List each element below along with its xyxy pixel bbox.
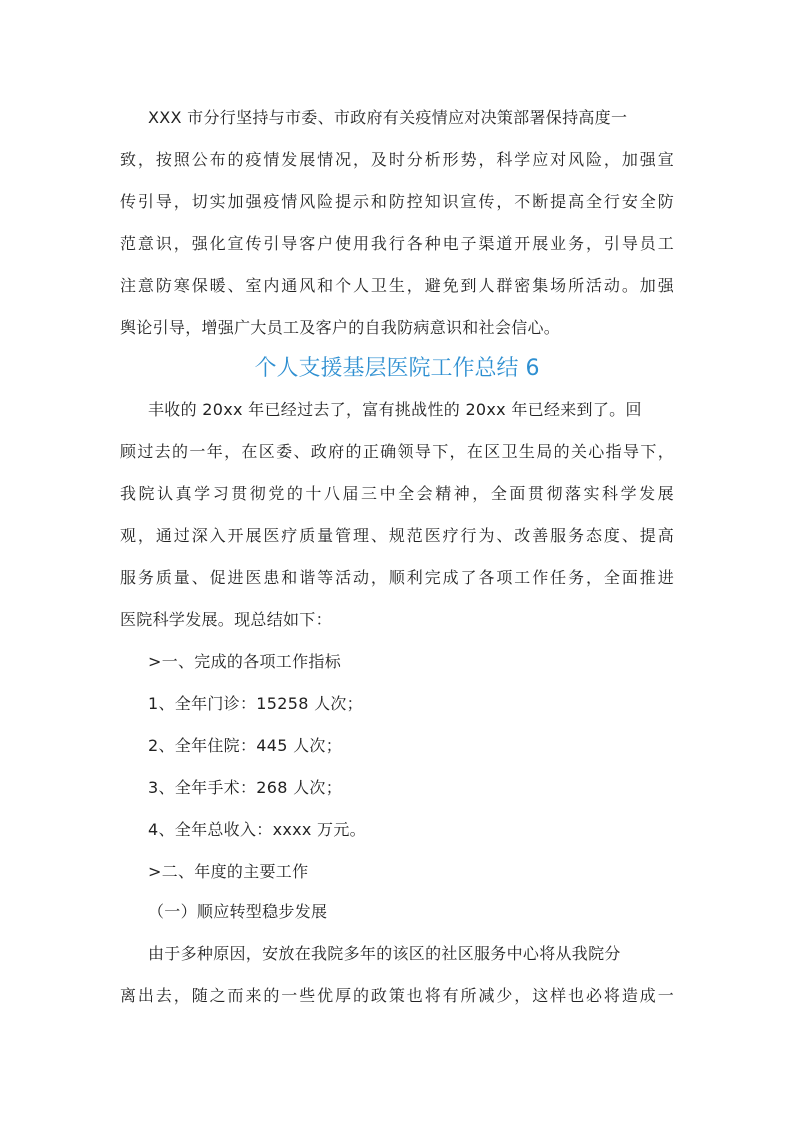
section-title: 个人支援基层医院工作总结 6 [254,356,540,381]
paragraph-line: 丰收的 20xx 年已经过去了，富有挑战性的 20xx 年已经来到了。回 [148,400,642,419]
paragraph-line: 服务质量、促进医患和谐等活动，顺利完成了各项工作任务，全面推进 [120,568,674,587]
paragraph-line: 由于多种原因，安放在我院多年的该区的社区服务中心将从我院分 [148,944,621,963]
list-item: 2、全年住院：445 人次； [148,736,343,755]
list-subheading: （一）顺应转型稳步发展 [148,902,328,921]
paragraph-line: 致，按照公布的疫情发展情况，及时分析形势，科学应对风险，加强宣 [120,150,674,169]
paragraph-line: 顾过去的一年，在区委、政府的正确领导下，在区卫生局的关心指导下， [120,442,674,461]
list-heading: >一、完成的各项工作指标 [148,652,342,671]
list-item: 1、全年门诊：15258 人次； [148,694,363,713]
paragraph-line: 舆论引导，增强广大员工及客户的自我防病意识和社会信心。 [120,318,561,337]
list-heading: >二、年度的主要工作 [148,862,309,881]
paragraph-line: 观，通过深入开展医疗质量管理、规范医疗行为、改善服务态度、提高 [120,526,674,545]
paragraph-line: XXX 市分行坚持与市委、市政府有关疫情应对决策部署保持高度一 [148,108,628,127]
paragraph-line: 注意防寒保暖、室内通风和个人卫生，避免到人群密集场所活动。加强 [120,276,674,295]
paragraph-line: 医院科学发展。现总结如下： [120,610,332,629]
paragraph-line: 离出去，随之而来的一些优厚的政策也将有所减少，这样也必将造成一 [120,986,674,1005]
list-item: 4、全年总收入：xxxx 万元。 [148,820,366,839]
list-item: 3、全年手术：268 人次； [148,778,343,797]
paragraph-line: 传引导，切实加强疫情风险提示和防控知识宣传，不断提高全行安全防 [120,192,674,211]
paragraph-line: 范意识，强化宣传引导客户使用我行各种电子渠道开展业务，引导员工 [120,234,674,253]
paragraph-line: 我院认真学习贯彻党的十八届三中全会精神，全面贯彻落实科学发展 [120,484,674,503]
